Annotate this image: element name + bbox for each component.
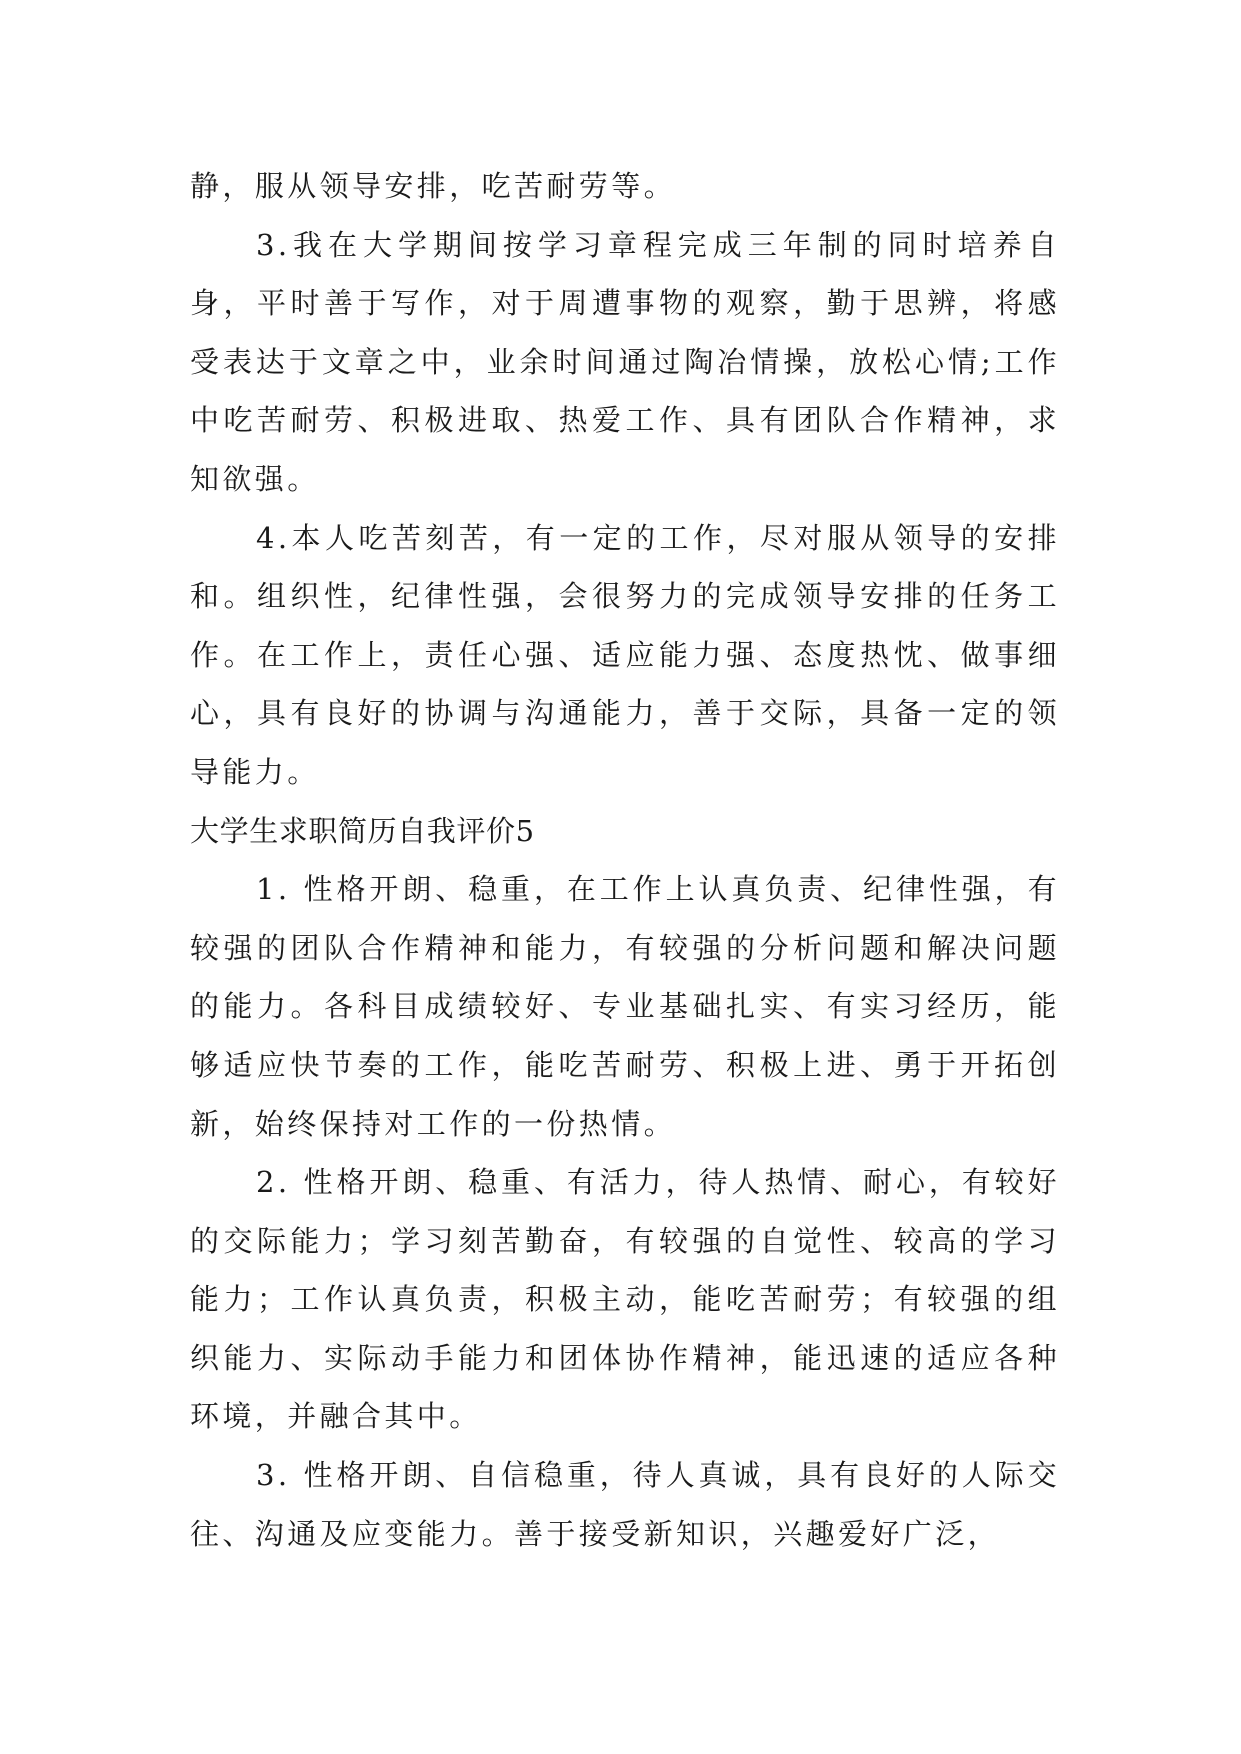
document-body (190, 157, 1060, 1563)
list-item: 3.我在大学期间按学习章程完成三年制的同时培养自身，平时善于写作，对于周遭事物的观察，勤于思辨，将感受表达于文章之中，业余时间通过陶冶情操，放松心情;工作中吃苦耐劳、积极进取、热爱工作、具有团队合作精神，求知欲强。 (190, 227, 1060, 496)
list-item: 4.本人吃苦刻苦，有一定的工作，尽对服从领导的安排和。组织性，纪律性强，会很努力的完成领导安排的任务工作。在工作上，责任心强、适应能力强、态度热忱、做事细心，具有良好的协调与沟通能力，善于交际，具备一定的领导能力。 (190, 520, 1060, 789)
list-item: 2. 性格开朗、稳重、有活力，待人热情、耐心，有较好的交际能力；学习刻苦勤奋，有较强的自觉性、较高的学习能力；工作认真负责，积极主动，能吃苦耐劳；有较强的组织能力、实际动手能力和团体协作精神，能迅速的适应各种环境，并融合其中。 (190, 1165, 1060, 1434)
continued-paragraph: 静，服从领导安排，吃苦耐劳等。 (190, 169, 677, 203)
list-item: 1. 性格开朗、稳重，在工作上认真负责、纪律性强，有较强的团队合作精神和能力，有较强的分析问题和解决问题的能力。各科目成绩较好、专业基础扎实、有实习经历，能够适应快节奏的工作，能吃苦耐劳、积极上进、勇于开拓创新，始终保持对工作的一份热情。 (190, 872, 1060, 1141)
section-heading: 大学生求职简历自我评价5 (190, 813, 535, 848)
list-item: 3. 性格开朗、自信稳重，待人真诚，具有良好的人际交往、沟通及应变能力。善于接受新知识，兴趣爱好广泛， (190, 1458, 1060, 1551)
